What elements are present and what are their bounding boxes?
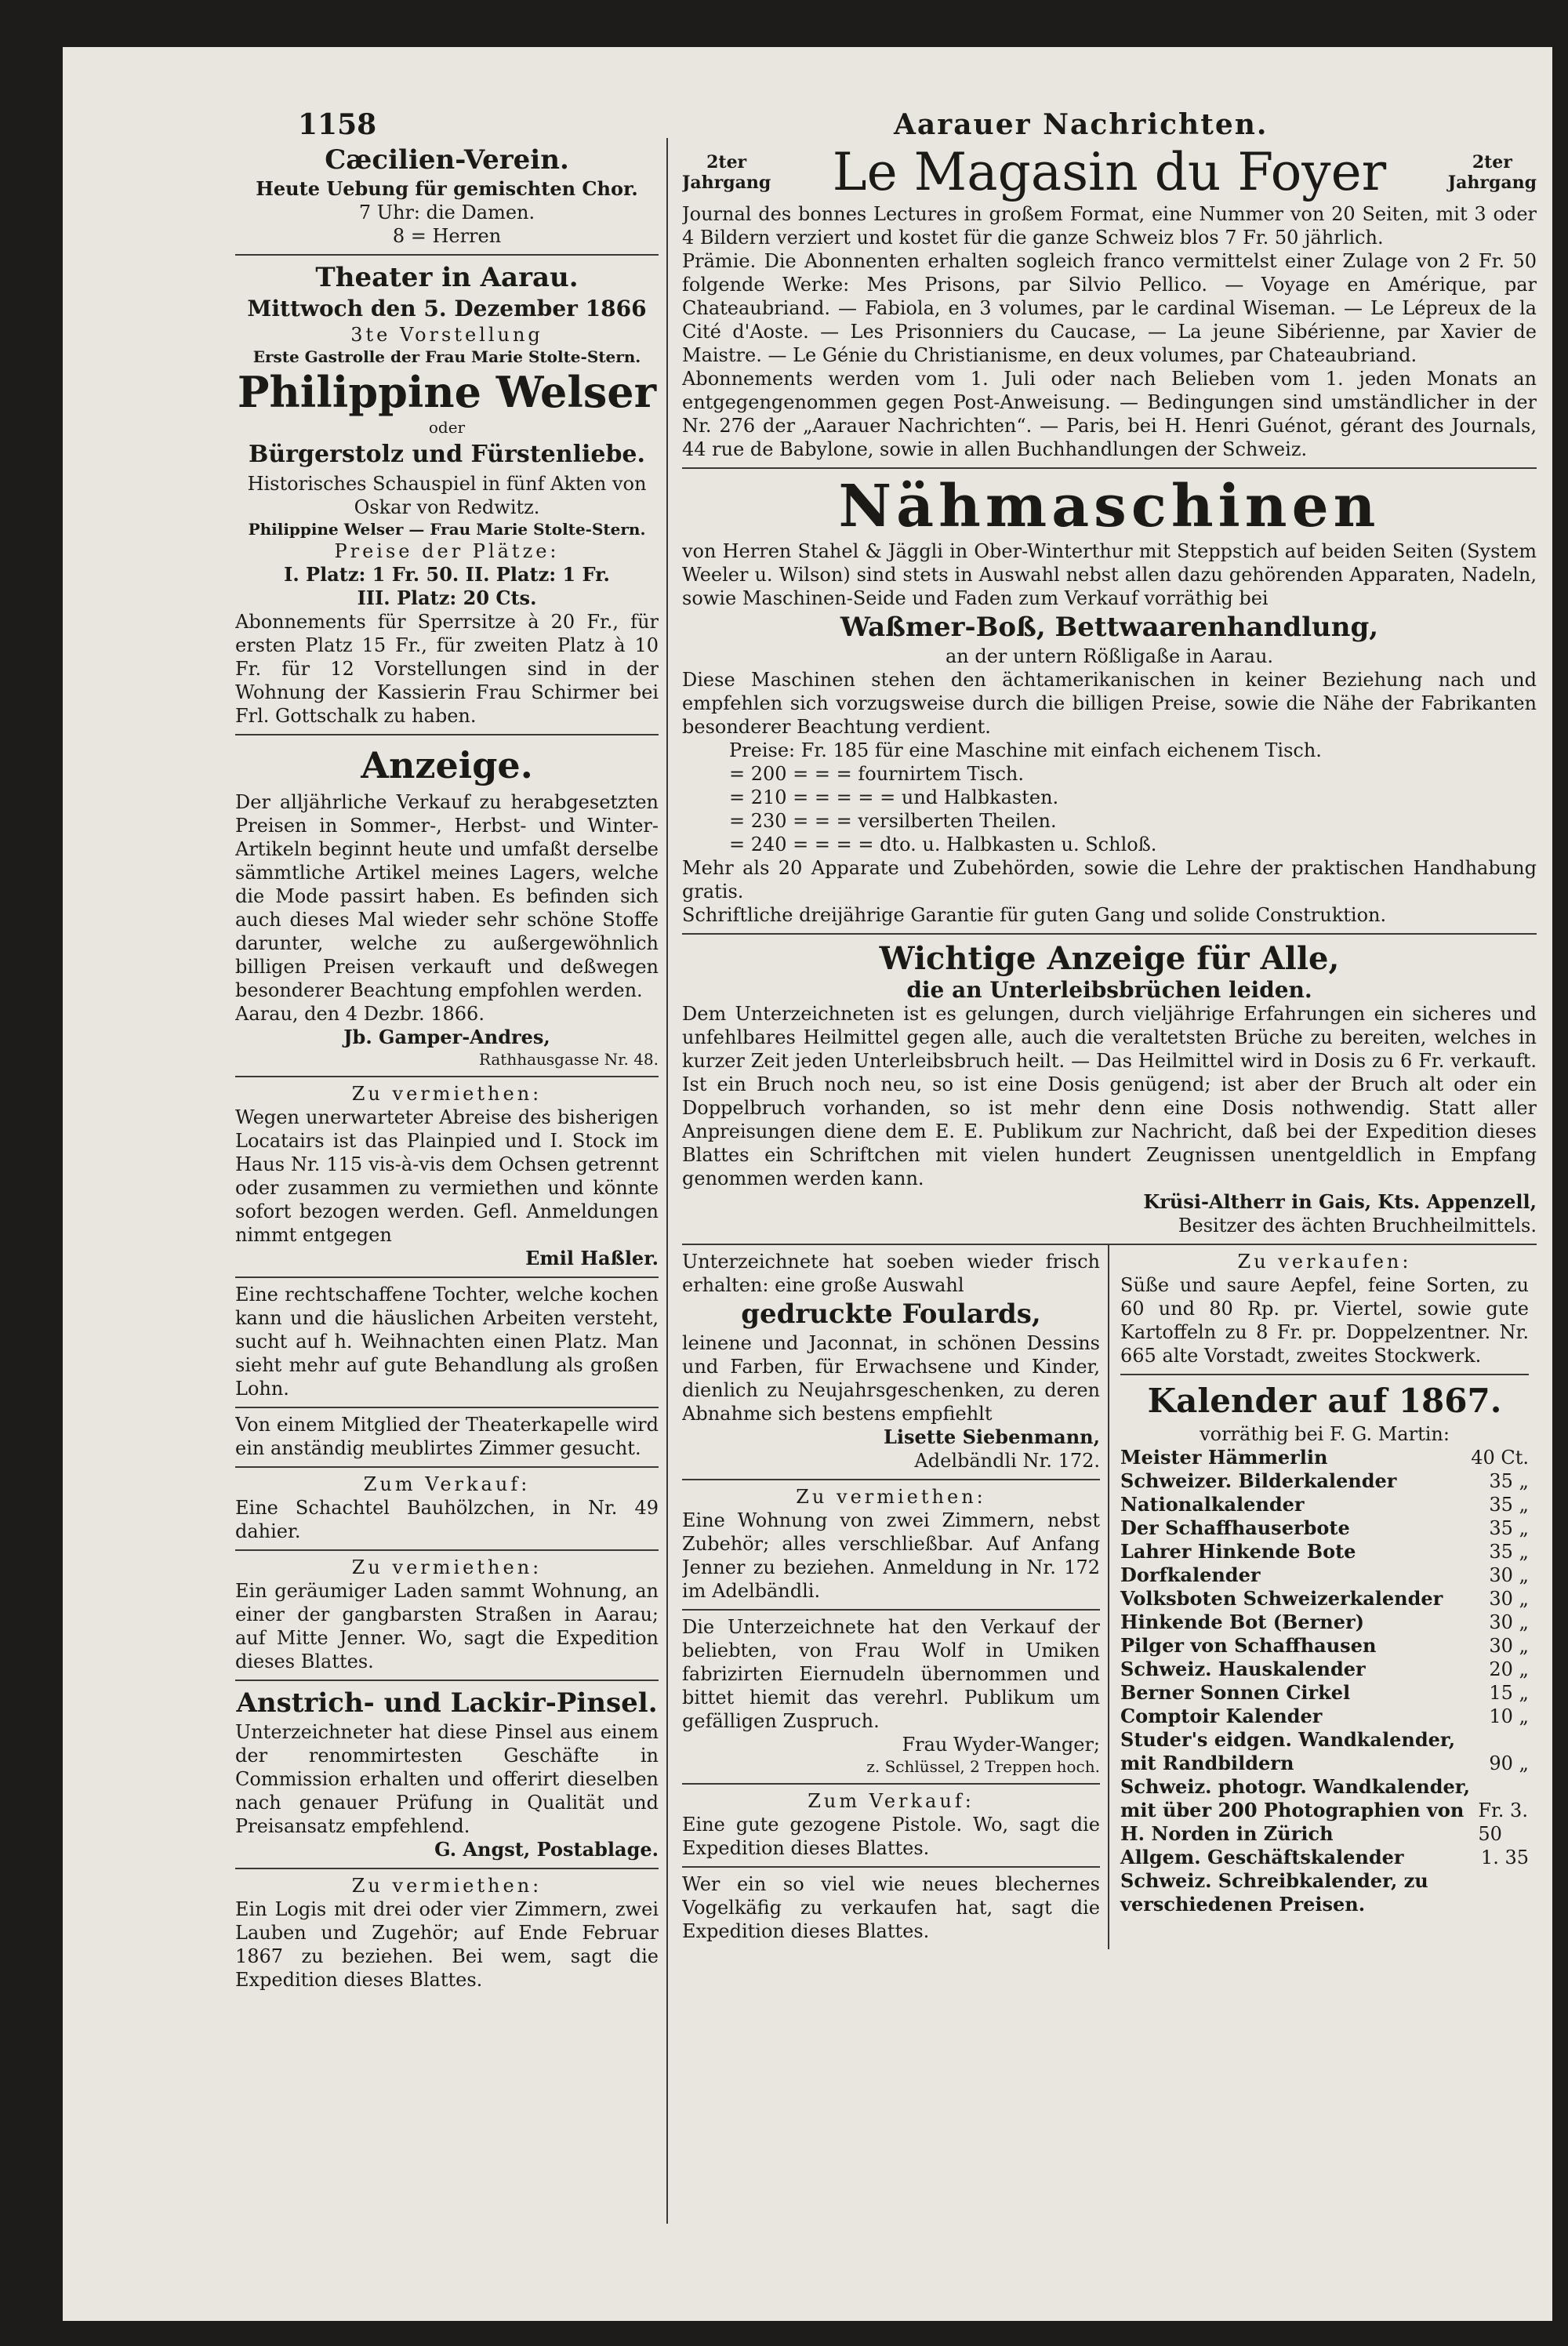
kalender-item-name: Schweiz. Hauskalender [1120, 1658, 1366, 1680]
vermiethen1-title: Zu vermiethen: [351, 1083, 543, 1105]
verkauf2-text: Eine gute gezogene Pistole. Wo, sagt die Expedition dieses Blattes. [682, 1814, 1100, 1859]
naehmaschinen-firm-addr: an der untern Rößligaße in Aarau. [945, 645, 1274, 667]
kalender-item-price: 1. 35 [1480, 1847, 1529, 1868]
kalender-item-name: Meister Hämmerlin [1120, 1446, 1328, 1469]
caecilien-line3: 8 = Herren [392, 225, 502, 247]
theater-prices1: I. Platz: 1 Fr. 50. II. Platz: 1 Fr. [284, 563, 610, 586]
kalender-item-name: Berner Sonnen Cirkel [1120, 1681, 1351, 1704]
kalender-item [1120, 1752, 1529, 1775]
kalender-item [1120, 1634, 1529, 1658]
theater-perf: 3te Vorstellung [350, 324, 543, 346]
foulards-text2: leinene und Jaconnat, in schönen Dessins und Farben, für Erwachsene und Kinder, dienlich zu Neujahrsgeschenken, zu deren Abnahme sich bestens empfiehlt [682, 1332, 1100, 1425]
price-line: = 240 = = = = dto. u. Halbkasten u. Schloß. [729, 833, 1157, 855]
vermiethen1-signer: Emil Haßler. [525, 1247, 659, 1269]
kalender-item-price: 40 Ct. [1471, 1447, 1529, 1469]
kalender-item-price: 35 „ [1489, 1470, 1529, 1492]
kalender-item-name: Schweizer. Bilderkalender [1120, 1469, 1397, 1492]
wichtige-signer2: Besitzer des ächten Bruchheilmittels. [1178, 1215, 1537, 1237]
kalender-list [1120, 1446, 1529, 1916]
magasin-title: Le Magasin du Foyer [832, 142, 1387, 202]
vogelkaefig-ad [682, 1868, 1100, 1949]
vermiethen4-text: Eine Wohnung von zwei Zimmern, nebst Zubehör; alles verschließbar. Auf Anfang Jenner zu beziehen. Anmeldung in Nr. 172 im Adelbändli. [682, 1509, 1100, 1602]
mitglied-text: Von einem Mitglied der Theaterkapelle wird ein anständig meublirtes Zimmer gesucht. [235, 1414, 659, 1459]
wichtige-signer: Krüsi-Altherr in Gais, Kts. Appenzell, [1143, 1190, 1537, 1213]
year-label-right: 2ter [1472, 152, 1512, 172]
tochter-ad [235, 1278, 659, 1408]
kalender-item-price: 20 „ [1489, 1658, 1529, 1680]
theater-author: Oskar von Redwitz. [354, 496, 540, 518]
vermiethen4-title: Zu vermiethen: [796, 1486, 986, 1508]
magasin-line1: Journal des bonnes Lectures in großem Format, eine Nummer von 20 Seiten, mit 3 oder 4 Bildern verziert und kostet für die ganze Schweiz blos 7 Fr. 50 jährlich. [682, 203, 1537, 249]
price-line: = 210 = = = = = und Halbkasten. [729, 786, 1059, 808]
kalender-item [1120, 1681, 1529, 1705]
bottom-left-subcolumn [682, 1245, 1109, 1949]
caecilien-line1: Heute Uebung für gemischten Chor. [256, 177, 638, 200]
kalender-item-price: 90 „ [1489, 1752, 1529, 1774]
newspaper-title: Aarauer Nachrichten. [894, 108, 1269, 141]
kalender-item [1120, 1540, 1529, 1563]
kalender-item-price: 15 „ [1489, 1682, 1529, 1704]
anzeige-addr: Rathhausgasse Nr. 48. [478, 1050, 659, 1069]
caecilien-line2: 7 Uhr: die Damen. [358, 202, 535, 223]
kalender-item-price: 10 „ [1489, 1705, 1529, 1727]
kalender-item [1120, 1658, 1529, 1681]
pinsel-ad [235, 1681, 659, 1869]
kalender-item-name: Schweiz. Schreibkalender, zu verschiedenen Preisen. [1120, 1869, 1428, 1916]
wichtige-title: Wichtige Anzeige für Alle, [879, 940, 1340, 977]
bottom-two-columns [682, 1245, 1537, 1949]
vermiethen3-title: Zu vermiethen: [351, 1875, 543, 1897]
theater-prices-title: Preise der Plätze: [334, 540, 560, 562]
tochter-text: Eine rechtschaffene Tochter, welche kochen kann und die häuslichen Arbeiten versteht, sucht auf h. Weihnachten einen Platz. Man sieht mehr auf gute Behandlung als großen Lohn. [235, 1284, 659, 1400]
naehmaschinen-firm: Waßmer-Boß, Bettwaarenhandlung, [840, 612, 1379, 643]
foulards-signer: Lisette Siebenmann, [884, 1425, 1100, 1448]
kalender-item [1120, 1446, 1529, 1469]
naehmaschinen-title: Nähmaschinen [838, 473, 1381, 540]
verkaufen3-title: Zu verkaufen: [1237, 1251, 1412, 1273]
verkauf1-ad [235, 1468, 659, 1551]
kalender-item-name: Lahrer Hinkende Bote [1120, 1540, 1356, 1563]
eiernudeln-text: Die Unterzeichnete hat den Verkauf der beliebten, von Frau Wolf in Umiken fabrizirten Eiernudeln übernommen und bittet hiemit das verehrl. Publikum um gefälligen Zuspruch. [682, 1616, 1100, 1732]
foulards-ad [682, 1245, 1100, 1480]
kalender-title: Kalender auf 1867. [1147, 1382, 1502, 1420]
theater-prices2: III. Platz: 20 Cts. [357, 586, 537, 609]
verkauf1-title: Zum Verkauf: [363, 1473, 531, 1495]
vermiethen2-text: Ein geräumiger Laden sammt Wohnung, an einer der gangbarsten Straßen in Aarau; auf Mitte Jenner. Wo, sagt die Expedition dieses Blattes. [235, 1580, 659, 1672]
eiernudeln-addr: z. Schlüssel, 2 Treppen hoch. [866, 1757, 1100, 1776]
kalender-ad [1120, 1375, 1529, 1923]
left-column [235, 138, 659, 2224]
wichtige-text: Dem Unterzeichneten ist es gelungen, durch vieljährige Erfahrungen ein sicheres und unfehlbares Heilmittel gegen alle, auch die veraltetsten Brüche zu bereiten, welches in kurzer Zeit jeden Unterleibsbruch heilt. — Das Heilmittel wird in Dosis zu 6 Fr. verkauft. Ist ein Bruch noch neu, so ist eine Dosis genügend; ist aber der Bruch alt oder ein Doppelbruch vorhanden, so ist mehr denn eine Dosis nothwendig. Statt aller Anpreisungen diene dem E. E. Publikum zur Nachricht, daß bei der Expedition dieses Blattes ein Schriftchen mit vielen hundert Zeugnissen unentgeldlich in Empfang genommen werden kann. [682, 1003, 1537, 1189]
foulards-addr: Adelbändli Nr. 172. [914, 1450, 1100, 1472]
kalender-item-price: 35 „ [1489, 1541, 1529, 1563]
theater-oder: oder [428, 418, 466, 437]
page-number: 1158 [298, 108, 377, 141]
verkaufen3-text: Süße und saure Aepfel, feine Sorten, zu 60 und 80 Rp. pr. Viertel, sowie gute Kartoffeln zu 8 Fr. pr. Doppelzentner. Nr. 665 alte Vorstadt, zweites Stockwerk. [1120, 1274, 1529, 1367]
kalender-item [1120, 1846, 1529, 1869]
anzeige-text: Der alljährliche Verkauf zu herabgesetzten Preisen in Sommer-, Herbst- und Winter-Artikeln beginnt heute und umfaßt derselbe sämmtliche Artikel meines Lagers, welche die Mode passirt haben. Es befinden sich auch dieses Mal wieder sehr schöne Stoffe darunter, welche zu außergewöhnlich billigen Preisen verkauft und deßwegen besonderer Beachtung empfohlen werden. [235, 791, 659, 1001]
kalender-item [1120, 1563, 1529, 1587]
vermiethen2-ad [235, 1551, 659, 1681]
theater-guest: Erste Gastrolle der Frau Marie Stolte-Stern. [252, 347, 641, 366]
year-badge-left [682, 152, 771, 193]
kalender-item [1120, 1587, 1529, 1611]
kalender-item-price: 35 „ [1489, 1494, 1529, 1516]
vermiethen1-ad [235, 1077, 659, 1278]
right-column [682, 138, 1537, 2224]
anzeige-ad [235, 735, 659, 1077]
price-line: = 200 = = = fournirtem Tisch. [729, 763, 1025, 785]
kalender-item-price: 30 „ [1489, 1588, 1529, 1610]
kalender-item-price: 30 „ [1489, 1611, 1529, 1633]
kalender-item [1120, 1799, 1529, 1846]
theater-role: Philippine Welser — Frau Marie Stolte-Stern. [248, 520, 646, 539]
pinsel-text: Unterzeichneter hat diese Pinsel aus einem der renommirtesten Geschäfte in Commission erhalten und offerirt dieselben nach genauer Prüfung in Qualität und Preisansatz empfehlend. [235, 1721, 659, 1837]
naehmaschinen-intro: von Herren Stahel & Jäggli in Ober-Winterthur mit Steppstich auf beiden Seiten (System Weeler u. Wilson) sind stets in Auswahl nebst allen dazu gehörenden Apparaten, Nadeln, sowie Maschinen-Seide und Faden zum Verkauf vorräthig bei [682, 540, 1537, 609]
magasin-abo: Abonnements werden vom 1. Juli oder nach Belieben vom 1. jeden Monats an entgegengenommen gegen Post-Anweisung. — Bedingungen sind umständlicher in der Nr. 276 der „Aarauer Nachrichten“. — Paris, bei H. Henri Guénot, gérant des Journals, 44 rue de Babylone, sowie in allen Buchhandlungen der Schweiz. [682, 368, 1537, 460]
wichtige-ad [682, 935, 1537, 1245]
naehmaschinen-guarantee: Schriftliche dreijährige Garantie für guten Gang und solide Construktion. [682, 904, 1387, 926]
naehmaschinen-more: Mehr als 20 Apparate und Zubehörden, sowie die Lehre der praktischen Handhabung gratis. [682, 857, 1537, 902]
kalender-item [1120, 1775, 1529, 1799]
kalender-item [1120, 1469, 1529, 1493]
column-divider [666, 138, 668, 2224]
wichtige-subtitle: die an Unterleibsbrüchen leiden. [906, 977, 1312, 1003]
verkauf2-ad [682, 1785, 1100, 1868]
foulards-text1: Unterzeichnete hat soeben wieder frisch erhalten: eine große Auswahl [682, 1251, 1100, 1296]
kalender-item-name: Comptoir Kalender [1120, 1705, 1323, 1727]
kalender-item-name: mit über 200 Photographien von H. Norden in Zürich [1120, 1799, 1465, 1845]
eiernudeln-ad [682, 1611, 1100, 1785]
vermiethen3-text: Ein Logis mit drei oder vier Zimmern, zwei Lauben und Zugehör; auf Ende Februar 1867 zu beziehen. Bei wem, sagt die Expedition dieses Blattes. [235, 1898, 659, 1991]
verkauf2-title: Zum Verkauf: [808, 1790, 975, 1812]
bottom-right-subcolumn [1109, 1245, 1537, 1949]
vermiethen4-ad [682, 1480, 1100, 1611]
magasin-heading [682, 143, 1537, 202]
kalender-item-price: 30 „ [1489, 1564, 1529, 1586]
year-badge-right [1448, 152, 1537, 193]
theater-play: Philippine Welser [237, 367, 657, 417]
price-line: Preise: Fr. 185 für eine Maschine mit einfach eichenem Tisch. [729, 739, 1322, 761]
theater-date: Mittwoch den 5. Dezember 1866 [247, 296, 647, 321]
kalender-item-name: Volksboten Schweizerkalender [1120, 1587, 1443, 1610]
kalender-item-name: mit Randbildern [1120, 1752, 1294, 1774]
theater-abo: Abonnements für Sperrsitze à 20 Fr., für ersten Platz 15 Fr., für zweiten Platz à 10 Fr. für 12 Vorstellungen sind in der Wohnung der Kassierin Frau Schirmer bei Frl. Gottschalk zu haben. [235, 611, 659, 727]
kalender-item-name: Nationalkalender [1120, 1493, 1305, 1516]
year-word-right: Jahrgang [1447, 172, 1537, 193]
naehmaschinen-ad [682, 469, 1537, 935]
eiernudeln-signer: Frau Wyder-Wanger; [902, 1734, 1100, 1756]
theater-title: Theater in Aarau. [315, 262, 579, 293]
caecilien-title: Cæcilien-Verein. [325, 144, 569, 176]
naehmaschinen-prices [729, 739, 1537, 856]
verkauf1-text: Eine Schachtel Bauhölzchen, in Nr. 49 dahier. [235, 1497, 659, 1542]
theater-genre: Historisches Schauspiel in fünf Akten von [247, 473, 647, 495]
anzeige-title: Anzeige. [361, 744, 533, 786]
magasin-ad [682, 138, 1537, 469]
magasin-praemie: Prämie. Die Abonnenten erhalten sogleich franco vermittelst einer Zulage von 2 Fr. 50 folgende Werke: Mes Prisons, par Silvio Pellico. — Voyage en Amérique, par Chateaubriand. — Fabiola, en 3 volumes, par le cardinal Wiseman. — Le Lépreux de la Cité d'Aoste. — Les Prisonniers du Caucase, — La jeune Sibérienne, par Xavier de Maistre. — Le Génie du Christianisme, en deux volumes, par Chateaubriand. [682, 250, 1537, 366]
kalender-item [1120, 1516, 1529, 1540]
theater-ad [235, 256, 659, 735]
naehmaschinen-text: Diese Maschinen stehen den ächtamerikanischen in keiner Beziehung nach und empfehlen sich vorzugsweise durch die billigen Preise, sowie die Nähe der Fabrikanten besonderer Beachtung verdient. [682, 669, 1537, 738]
theater-subtitle: Bürgerstolz und Fürstenliebe. [249, 441, 645, 468]
kalender-item-name: Schweiz. photogr. Wandkalender, [1120, 1775, 1471, 1798]
kalender-item [1120, 1705, 1529, 1728]
vermiethen1-text: Wegen unerwarteter Abreise des bisherigen Locatairs ist das Plainpied und I. Stock im Haus Nr. 115 vis-à-vis dem Ochsen getrennt oder zusammen zu vermiethen und könnte sofort bezogen werden. Gefl. Anmeldungen nimmt entgegen [235, 1106, 659, 1246]
kalender-item-name: Pilger von Schaffhausen [1120, 1634, 1377, 1657]
kalender-item [1120, 1611, 1529, 1634]
kalender-item [1120, 1728, 1529, 1752]
price-line: = 230 = = = versilberten Theilen. [729, 810, 1057, 832]
kalender-item [1120, 1493, 1529, 1516]
verkaufen3-ad [1120, 1245, 1529, 1375]
vermiethen3-ad [235, 1869, 659, 1998]
anzeige-signer: Jb. Gamper-Andres, [343, 1026, 550, 1048]
kalender-item-name: Studer's eidgen. Wandkalender, [1120, 1728, 1456, 1751]
pinsel-title: Anstrich- und Lackir-Pinsel. [236, 1687, 658, 1719]
kalender-item-name: Dorfkalender [1120, 1563, 1261, 1586]
foulards-big: gedruckte Foulards, [741, 1298, 1041, 1330]
vogelkaefig-text: Wer ein so viel wie neues blechernes Vogelkäfig zu verkaufen hat, sagt die Expedition dieses Blattes. [682, 1873, 1100, 1942]
year-label-left: 2ter [706, 152, 747, 172]
kalender-sub: vorräthig bei F. G. Martin: [1200, 1423, 1450, 1445]
anzeige-place: Aarau, den 4 Dezbr. 1866. [235, 1003, 485, 1025]
kalender-item [1120, 1869, 1529, 1916]
year-word-left: Jahrgang [682, 172, 771, 193]
pinsel-signer: G. Angst, Postablage. [434, 1838, 659, 1861]
vermiethen2-title: Zu vermiethen: [351, 1556, 543, 1578]
mitglied-ad [235, 1408, 659, 1468]
caecilien-ad [235, 138, 659, 256]
kalender-item-name: Hinkende Bot (Berner) [1120, 1611, 1365, 1633]
kalender-item-name: Allgem. Geschäftskalender [1120, 1846, 1404, 1868]
kalender-item-price: 30 „ [1489, 1635, 1529, 1657]
kalender-item-name: Der Schaffhauserbote [1120, 1516, 1350, 1539]
kalender-item-price: Fr. 3. 50 [1478, 1799, 1528, 1845]
kalender-item-price: 35 „ [1489, 1517, 1529, 1539]
